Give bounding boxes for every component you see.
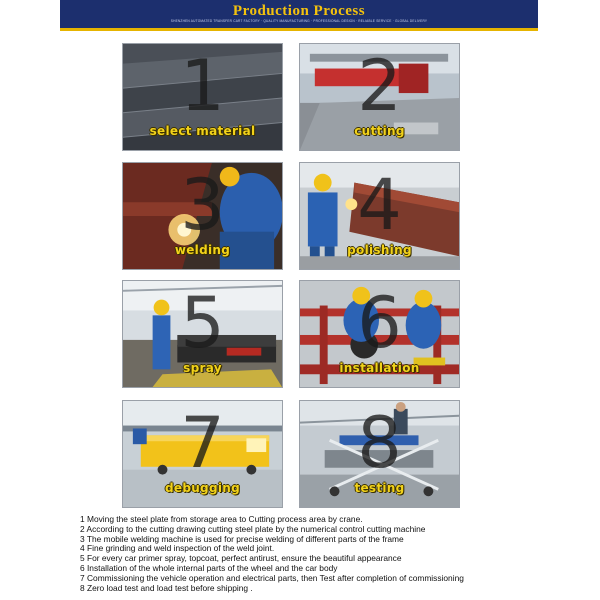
step-number: 3 bbox=[180, 164, 225, 246]
step-caption: testing bbox=[354, 481, 405, 495]
header-banner bbox=[60, 0, 538, 31]
process-tile-welding bbox=[122, 162, 283, 270]
step-number: 1 bbox=[180, 45, 225, 127]
process-steps-list bbox=[80, 515, 580, 593]
step-number: 7 bbox=[180, 402, 225, 484]
step-description: 1 Moving the steel plate from storage area to Cutting process area by crane. bbox=[80, 514, 363, 524]
page-title: Production Process bbox=[232, 3, 366, 19]
step-number: 4 bbox=[357, 164, 402, 246]
step-caption: welding bbox=[174, 243, 231, 257]
step-caption: select material bbox=[149, 124, 256, 138]
process-tile-testing bbox=[299, 400, 460, 508]
step-description: 3 The mobile welding machine is used for precise welding of different parts of the frame bbox=[80, 533, 404, 544]
step-caption: debugging bbox=[165, 481, 240, 495]
process-tile-cutting bbox=[299, 43, 460, 151]
step-caption: polishing bbox=[347, 243, 412, 257]
step-number: 2 bbox=[357, 45, 402, 127]
process-tile-installation bbox=[299, 280, 460, 388]
step-description: 7 Commissioning the vehicle operation and electrical parts, then Test after completion of commissioning bbox=[80, 572, 464, 583]
step-description: 2 According to the cutting drawing cutting steel plate by the numerical control cutting machine bbox=[80, 523, 426, 534]
process-tile-debugging bbox=[122, 400, 283, 508]
step-number: 8 bbox=[357, 402, 402, 484]
step-number: 5 bbox=[180, 282, 225, 364]
step-caption: installation bbox=[339, 361, 420, 375]
step-description: 4 Fine grinding and weld inspection of the weld joint. bbox=[80, 543, 275, 554]
process-tile-select-material bbox=[122, 43, 283, 151]
step-caption: spray bbox=[183, 361, 222, 375]
step-description: 6 Installation of the whole internal parts of the wheel and the car body bbox=[80, 562, 338, 573]
step-number: 6 bbox=[357, 282, 402, 364]
process-tile-spray bbox=[122, 280, 283, 388]
step-description: 8 Zero load test and load test before shipping . bbox=[80, 582, 253, 593]
step-description: 5 For every car primer spray, topcoat, perfect antirust, ensure the beautiful appearance bbox=[80, 553, 402, 564]
step-caption: cutting bbox=[354, 124, 405, 138]
header-subtitle: SHENZHEN AUTOMATED TRANSFER CART FACTORY · QUALITY MANUFACTURING · PROFESSIONAL DESIGN · RELIABLE SERVICE · GLOBAL DELIVERY bbox=[170, 19, 428, 23]
process-tile-polishing bbox=[299, 162, 460, 270]
